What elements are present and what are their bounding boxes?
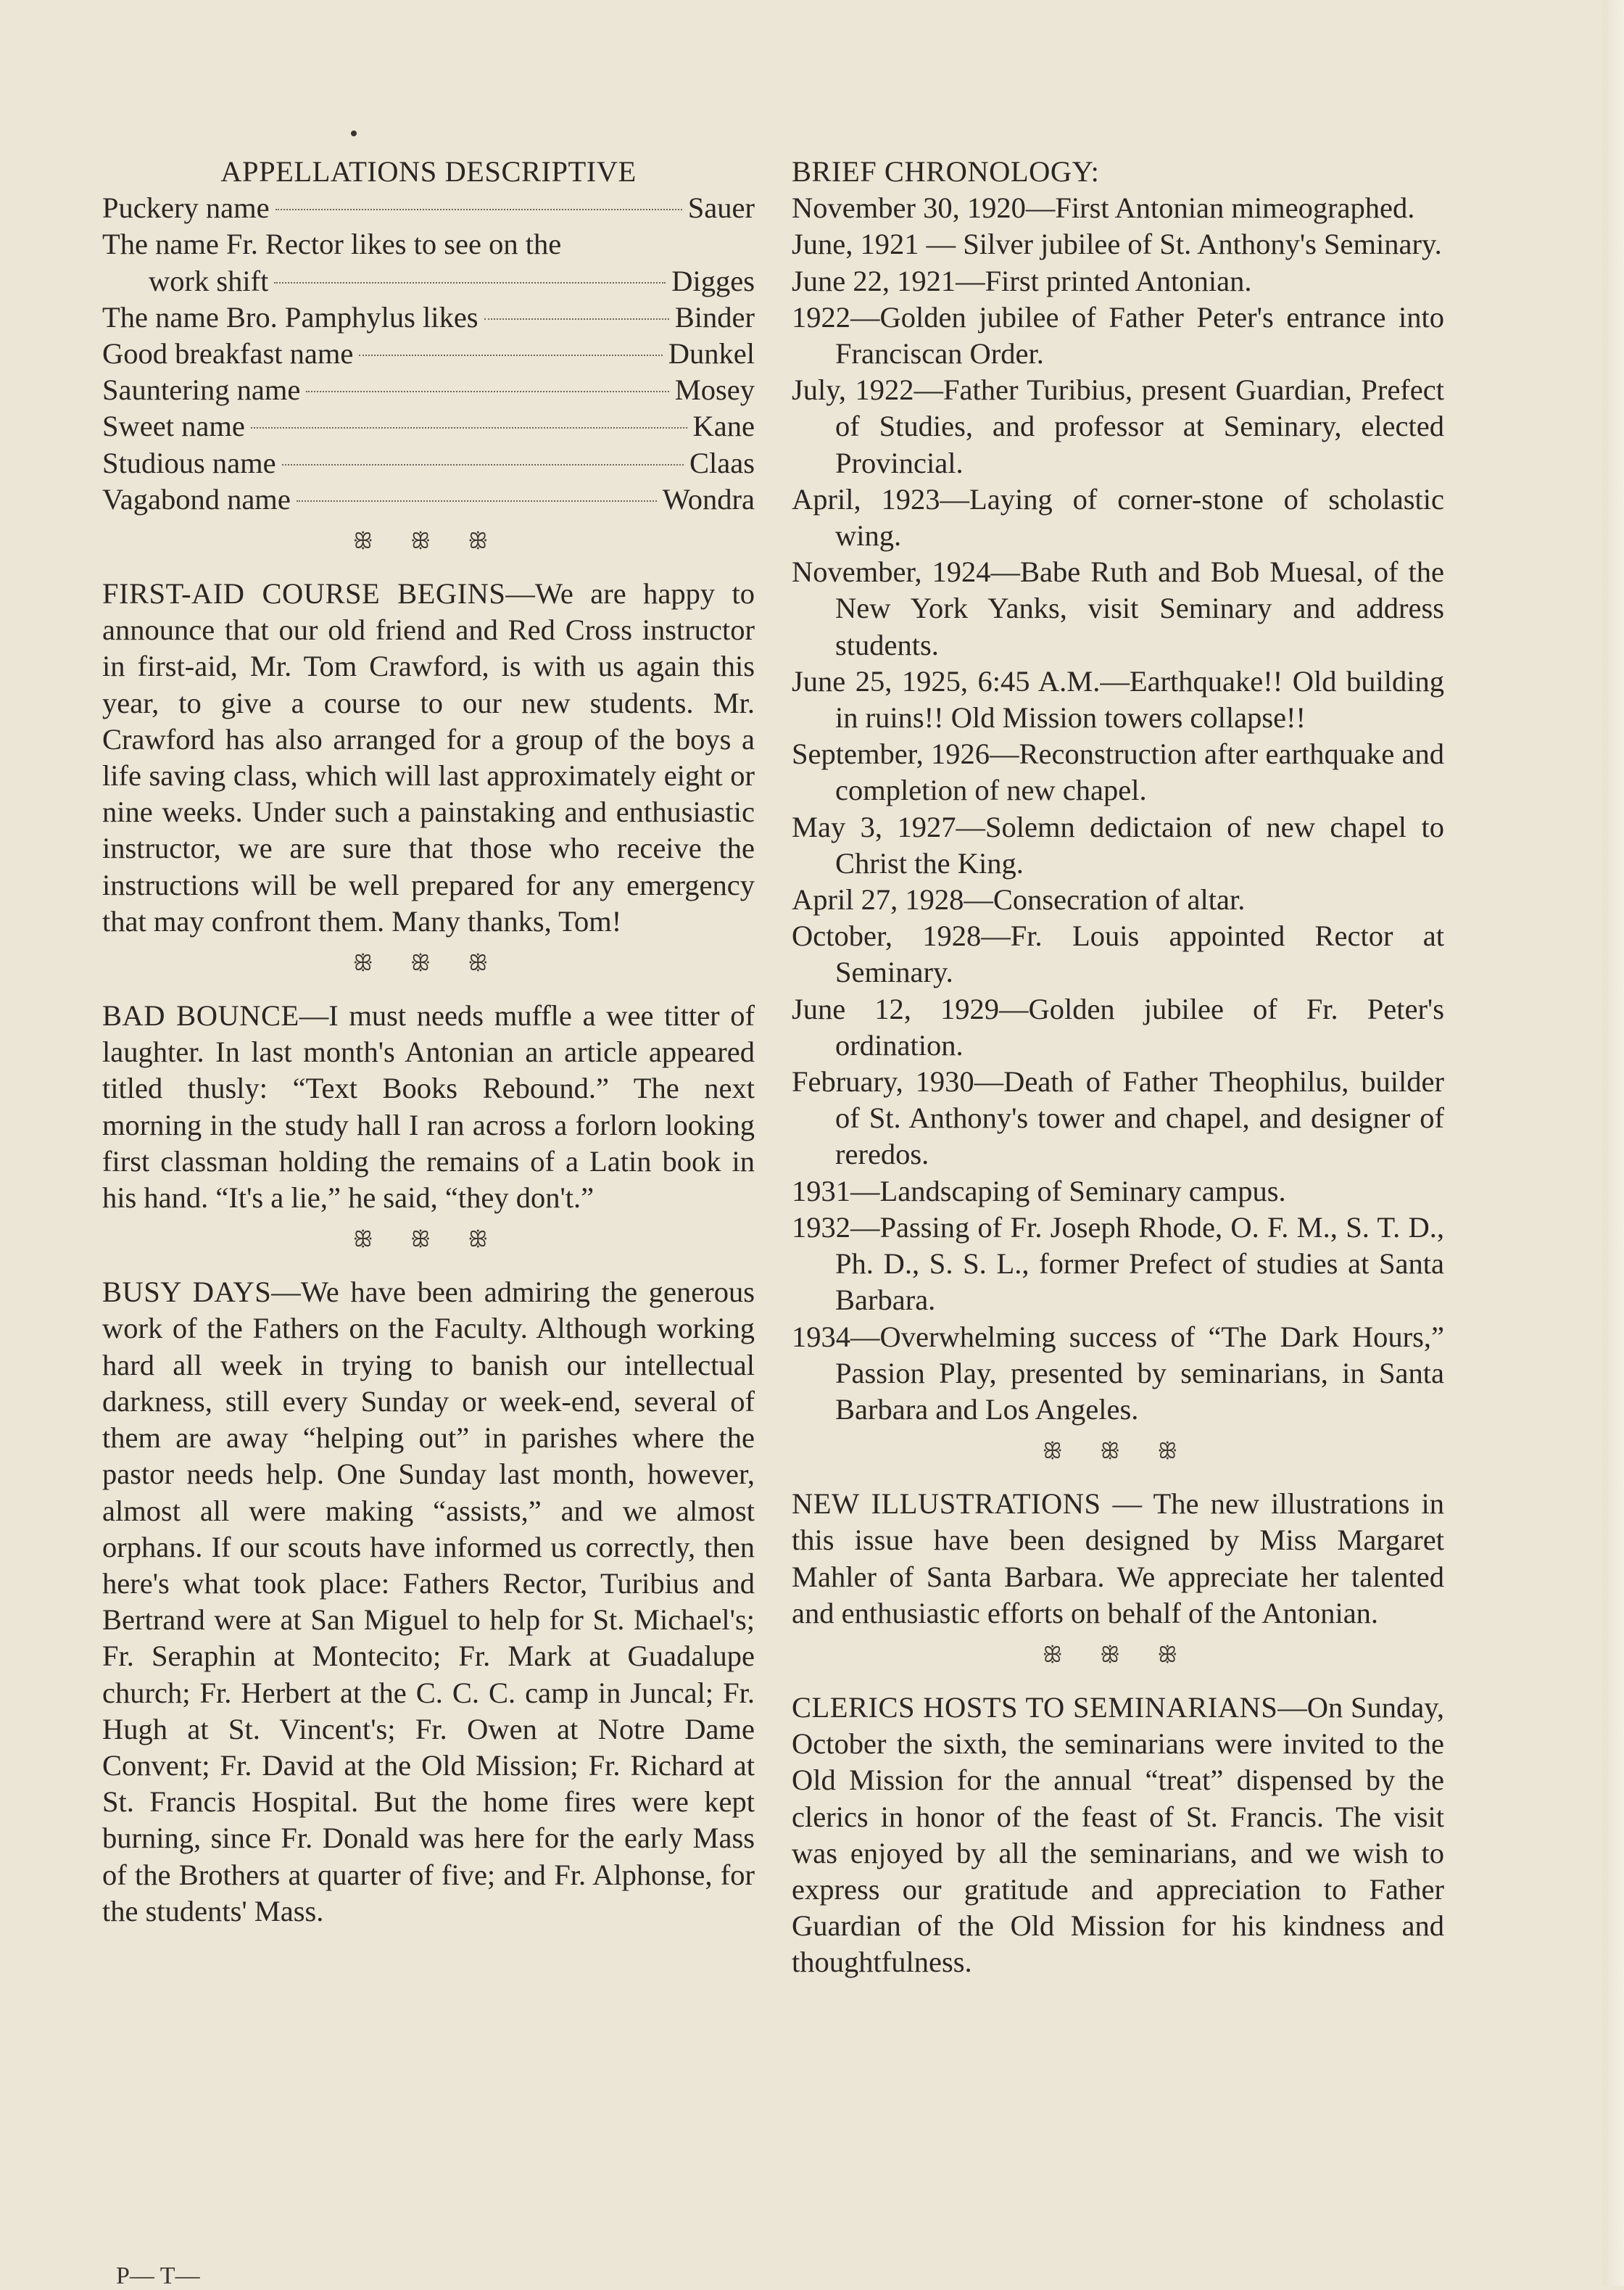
chronology-entry: June, 1921 — Silver jubilee of St. Anthony's Seminary. bbox=[792, 228, 1442, 261]
leader-dots bbox=[251, 427, 687, 429]
appellation-value: Dunkel bbox=[668, 337, 755, 371]
appellations-list bbox=[102, 190, 755, 518]
chronology-entry: September, 1926—Reconstruction after earthquake and completion of new chapel. bbox=[792, 737, 1444, 807]
chronology-entry: 1934—Overwhelming success of “The Dark Hours,” Passion Play, presented by seminarians, in Santa Barbara and Los Angeles. bbox=[792, 1320, 1444, 1426]
appellation-value: Wondra bbox=[662, 482, 755, 516]
leader-dots bbox=[359, 355, 662, 356]
page-edge bbox=[1602, 0, 1624, 2286]
clerics-heading: CLERICS HOSTS TO SEMINARIANS bbox=[792, 1690, 1278, 1724]
appellation-label: Puckery name bbox=[102, 191, 270, 225]
appellation-row bbox=[102, 408, 755, 445]
section-ornament: ꕥ ꕥ ꕥ bbox=[1042, 1439, 1194, 1464]
section-ornament: ꕥ ꕥ ꕥ bbox=[352, 951, 505, 976]
appellation-row bbox=[102, 190, 755, 226]
bad-bounce-text: —I must needs muffle a wee titter of laughter. In last month's Antonian an article appeared titled thusly: “Text Books Rebound.” The next morning in the study hall I ran across a forlorn looking first classman holding the remains of a Latin book in his hand. “It's a lie,” he said, “they don't.” bbox=[102, 999, 755, 1215]
appellation-label: Sauntering name bbox=[102, 373, 301, 407]
appellation-row bbox=[102, 481, 755, 518]
leader-dots bbox=[276, 209, 682, 210]
chronology-entry: May 3, 1927—Solemn dedictaion of new chapel to Christ the King. bbox=[792, 810, 1444, 880]
leader-dots bbox=[282, 464, 684, 466]
appellation-row bbox=[102, 263, 755, 299]
appellation-row bbox=[102, 299, 755, 336]
appellation-label: Sweet name bbox=[102, 410, 245, 443]
new-illustrations-text: — The new illustrations in this issue have been designed by Miss Margaret Mahler of Santa Barbara. We appreciate her talented and enthusiastic efforts on behalf of the Antonian. bbox=[792, 1487, 1444, 1629]
left-column bbox=[102, 154, 755, 1930]
busy-days-paragraph bbox=[102, 1274, 755, 1930]
appellation-row bbox=[102, 226, 755, 263]
leader-dots bbox=[297, 500, 657, 502]
chronology-entry: February, 1930—Death of Father Theophilus, builder of St. Anthony's tower and chapel, and designer of reredos. bbox=[792, 1065, 1444, 1171]
chronology-entry: 1931—Landscaping of Seminary campus. bbox=[792, 1174, 1286, 1207]
chronology-entry: April 27, 1928—Consecration of altar. bbox=[792, 883, 1246, 917]
appellation-label: Vagabond name bbox=[102, 482, 291, 516]
clerics-paragraph bbox=[792, 1690, 1444, 1981]
appellation-value: Claas bbox=[689, 446, 755, 479]
section-ornament: ꕥ ꕥ ꕥ bbox=[352, 529, 505, 554]
chronology-entry: November, 1924—Babe Ruth and Bob Muesal, of the New York Yanks, visit Seminary and address students. bbox=[792, 555, 1444, 661]
chronology-entry: June 22, 1921—First printed Antonian. bbox=[792, 264, 1252, 297]
appellation-value: Digges bbox=[671, 264, 755, 297]
busy-days-text: —We have been admiring the generous work of the Fathers on the Faculty. Although working hard all week in trying to banish our intellectual darkness, still every Sunday or week-end, several of them are away “helping out” in parishes where the pastor needs help. One Sunday last month, however, almost all were making “assists,” and we almost orphans. If our scouts have informed us correctly, then here's what took place: Fathers Rector, Turibius and Bertrand were at San Miguel to help for St. Michael's; Fr. Seraphin at Montecito; Fr. Mark at Guadalupe church; Fr. Herbert at the C. C. C. camp in Juncal; Fr. Hugh at St. Vincent's; Fr. Owen at Notre Dame Convent; Fr. David at the Old Mission; Fr. Richard at St. Francis Hospital. But the home fires were kept burning, since Fr. Donald was here for the early Mass of the Brothers at quarter of five; and Fr. Alphonse, for the students' Mass. bbox=[102, 1276, 755, 1927]
bad-bounce-heading: BAD BOUNCE bbox=[102, 999, 299, 1033]
chronology-list bbox=[792, 190, 1444, 1428]
page-footer: P— T— bbox=[116, 2262, 200, 2289]
chronology-entry: April, 1923—Laying of corner-stone of scholastic wing. bbox=[792, 482, 1444, 553]
chronology-entry: July, 1922—Father Turibius, present Guardian, Prefect of Studies, and professor at Seminary, elected Provincial. bbox=[792, 373, 1444, 479]
appellation-row bbox=[102, 336, 755, 372]
section-ornament: ꕥ ꕥ ꕥ bbox=[352, 1228, 505, 1252]
appellation-label: The name Bro. Pamphylus likes bbox=[102, 300, 478, 334]
first-aid-heading: FIRST-AID COURSE BEGINS bbox=[102, 577, 506, 611]
appellation-value: Sauer bbox=[687, 191, 755, 225]
appellation-value: Kane bbox=[692, 410, 755, 443]
leader-dots bbox=[274, 282, 666, 284]
first-aid-paragraph bbox=[102, 576, 755, 940]
chronology-title: BRIEF CHRONOLOGY: bbox=[792, 155, 1100, 188]
chronology-entry: November 30, 1920—First Antonian mimeographed. bbox=[792, 191, 1415, 225]
chronology-entry: June 25, 1925, 6:45 A.M.—Earthquake!! Old building in ruins!! Old Mission towers collapse!! bbox=[792, 664, 1444, 735]
appellation-label: Studious name bbox=[102, 446, 276, 479]
appellation-value: Mosey bbox=[674, 373, 755, 407]
section-ornament: ꕥ ꕥ ꕥ bbox=[1042, 1642, 1194, 1667]
clerics-text: —On Sunday, October the sixth, the seminarians were invited to the Old Mission for the annual “treat” dispensed by the clerics in honor of the feast of St. Francis. The visit was enjoyed by all the seminarians, and we wish to express our gratitude and appreciation to Father Guardian of the Old Mission for his kindness and thoughtfulness. bbox=[792, 1690, 1444, 1979]
appellation-value: Binder bbox=[674, 300, 755, 334]
appellation-label: The name Fr. Rector likes to see on the bbox=[102, 228, 562, 261]
leader-dots bbox=[484, 318, 669, 320]
chronology-entry: June 12, 1929—Golden jubilee of Fr. Peter's ordination. bbox=[792, 992, 1444, 1062]
chronology-entry: October, 1928—Fr. Louis appointed Rector at Seminary. bbox=[792, 919, 1444, 989]
appellations-title: APPELLATIONS DESCRIPTIVE bbox=[220, 155, 637, 188]
ink-speck bbox=[351, 131, 357, 136]
appellation-row bbox=[102, 372, 755, 408]
new-illustrations-heading: NEW ILLUSTRATIONS bbox=[792, 1487, 1101, 1521]
right-column bbox=[792, 154, 1444, 1981]
first-aid-text: —We are happy to announce that our old friend and Red Cross instructor in first-aid, Mr. Tom Crawford, is with us again this year, to give a course to our new students. Mr. Crawford has also arranged for a group of the boys a life saving class, which will last approximately eight or nine weeks. Under such a painstaking and enthusiastic instructor, we are sure that those who receive the instructions will be well prepared for any emergency that may confront them. Many thanks, Tom! bbox=[102, 577, 755, 938]
appellation-label: work shift bbox=[149, 264, 269, 297]
bad-bounce-paragraph bbox=[102, 998, 755, 1216]
chronology-entry: 1932—Passing of Fr. Joseph Rhode, O. F. M., S. T. D., Ph. D., S. S. L., former Prefect of studies at Santa Barbara. bbox=[792, 1210, 1444, 1317]
leader-dots bbox=[306, 391, 668, 392]
chronology-entry: 1922—Golden jubilee of Father Peter's entrance into Franciscan Order. bbox=[792, 300, 1444, 371]
new-illustrations-paragraph bbox=[792, 1486, 1444, 1632]
busy-days-heading: BUSY DAYS bbox=[102, 1276, 272, 1309]
appellation-row bbox=[102, 445, 755, 481]
appellation-label: Good breakfast name bbox=[102, 337, 354, 371]
